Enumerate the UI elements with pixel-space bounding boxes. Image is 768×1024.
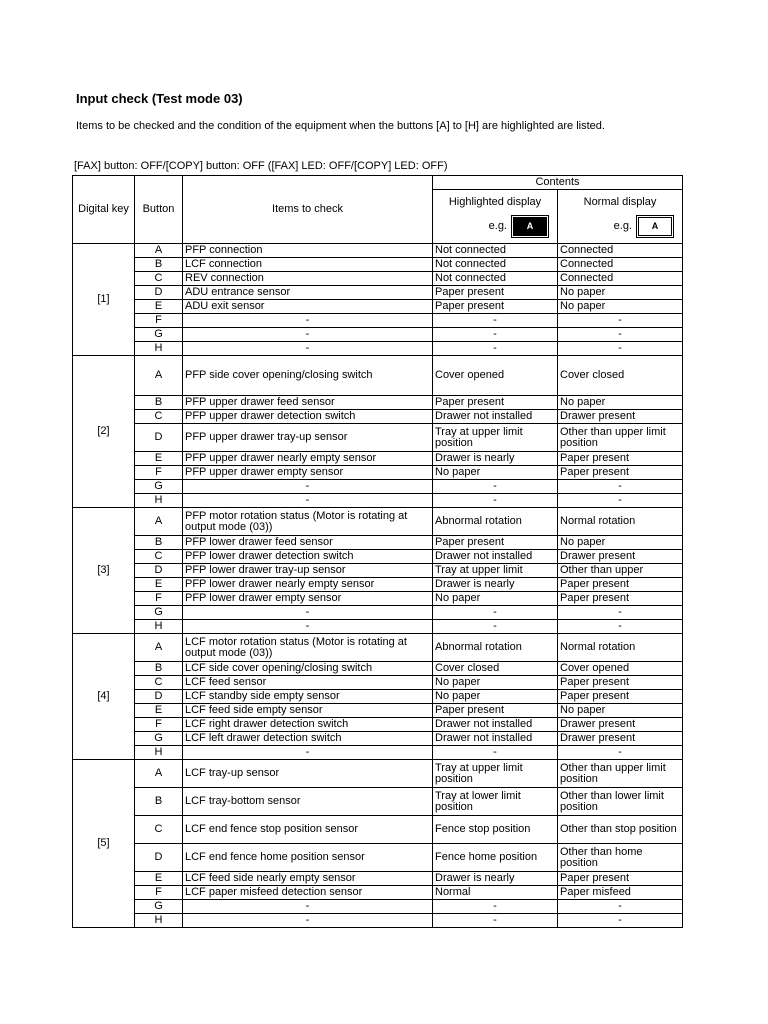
button-cell: C (135, 272, 183, 286)
normal-cell: Paper present (558, 676, 683, 690)
item-cell: LCF feed sensor (183, 676, 433, 690)
normal-cell: Other than home position (558, 844, 683, 872)
header-highlighted-display (433, 190, 558, 244)
input-check-table (72, 175, 683, 928)
button-cell: G (135, 480, 183, 494)
button-cell: H (135, 620, 183, 634)
table-row (73, 746, 683, 760)
button-cell: G (135, 732, 183, 746)
highlighted-cell: Paper present (433, 300, 558, 314)
highlighted-display-label: Highlighted display (448, 196, 542, 208)
button-cell: H (135, 494, 183, 508)
normal-cell: No paper (558, 536, 683, 550)
item-cell: - (183, 314, 433, 328)
table-row (73, 662, 683, 676)
highlighted-cell: - (433, 328, 558, 342)
button-cell: E (135, 872, 183, 886)
table-row (73, 452, 683, 466)
table-row (73, 606, 683, 620)
normal-cell: Connected (558, 258, 683, 272)
button-cell: C (135, 550, 183, 564)
highlighted-cell: Not connected (433, 272, 558, 286)
button-cell: D (135, 690, 183, 704)
item-cell: PFP upper drawer tray-up sensor (183, 424, 433, 452)
eg-label: e.g. (488, 220, 507, 232)
button-cell: G (135, 606, 183, 620)
item-cell: ADU entrance sensor (183, 286, 433, 300)
table-row (73, 732, 683, 746)
item-cell: LCF motor rotation status (Motor is rotating at output mode (03)) (183, 634, 433, 662)
normal-cell: - (558, 480, 683, 494)
table-row (73, 592, 683, 606)
normal-cell: Drawer present (558, 410, 683, 424)
highlighted-cell: Abnormal rotation (433, 508, 558, 536)
table-row (73, 480, 683, 494)
button-condition: [FAX] button: OFF/[COPY] button: OFF ([FAX] LED: OFF/[COPY] LED: OFF) (74, 160, 448, 172)
button-cell: C (135, 410, 183, 424)
highlighted-cell: Normal (433, 886, 558, 900)
table-row (73, 410, 683, 424)
button-cell: D (135, 424, 183, 452)
normal-cell: Normal rotation (558, 508, 683, 536)
normal-cell: Normal rotation (558, 634, 683, 662)
button-cell: H (135, 914, 183, 928)
normal-cell: Cover closed (558, 356, 683, 396)
button-cell: D (135, 286, 183, 300)
table-row (73, 424, 683, 452)
table-row (73, 564, 683, 578)
item-cell: - (183, 900, 433, 914)
table-row (73, 356, 683, 396)
button-cell: E (135, 704, 183, 718)
normal-cell: Drawer present (558, 550, 683, 564)
normal-cell: - (558, 314, 683, 328)
button-cell: A (135, 508, 183, 536)
button-cell: F (135, 886, 183, 900)
button-cell: B (135, 662, 183, 676)
normal-cell: - (558, 620, 683, 634)
header-digital-key: Digital key (73, 176, 135, 244)
item-cell: ADU exit sensor (183, 300, 433, 314)
highlighted-cell: - (433, 494, 558, 508)
normal-cell: - (558, 342, 683, 356)
normal-cell: Connected (558, 272, 683, 286)
table-row (73, 900, 683, 914)
normal-key-icon: A (638, 217, 672, 236)
table-row (73, 550, 683, 564)
normal-cell: Paper present (558, 690, 683, 704)
table-row (73, 396, 683, 410)
table-row (73, 788, 683, 816)
normal-cell: No paper (558, 704, 683, 718)
button-cell: F (135, 592, 183, 606)
highlighted-cell: Drawer not installed (433, 550, 558, 564)
item-cell: - (183, 620, 433, 634)
button-cell: C (135, 816, 183, 844)
digital-key-cell: [5] (73, 760, 135, 928)
item-cell: PFP upper drawer empty sensor (183, 466, 433, 480)
table-row (73, 314, 683, 328)
item-cell: - (183, 342, 433, 356)
highlighted-key-icon: A (513, 217, 547, 236)
item-cell: LCF standby side empty sensor (183, 690, 433, 704)
item-cell: - (183, 328, 433, 342)
digital-key-cell: [4] (73, 634, 135, 760)
normal-cell: Paper present (558, 452, 683, 466)
highlighted-cell: Abnormal rotation (433, 634, 558, 662)
item-cell: LCF end fence home position sensor (183, 844, 433, 872)
button-cell: A (135, 634, 183, 662)
highlighted-cell: - (433, 342, 558, 356)
item-cell: PFP upper drawer detection switch (183, 410, 433, 424)
normal-cell: Other than upper limit position (558, 424, 683, 452)
normal-cell: Paper present (558, 592, 683, 606)
table-row (73, 494, 683, 508)
item-cell: REV connection (183, 272, 433, 286)
item-cell: LCF feed side nearly empty sensor (183, 872, 433, 886)
highlighted-cell: - (433, 900, 558, 914)
item-cell: PFP motor rotation status (Motor is rotating at output mode (03)) (183, 508, 433, 536)
normal-cell: Other than upper limit position (558, 760, 683, 788)
highlighted-cell: Tray at upper limit position (433, 424, 558, 452)
table-row (73, 690, 683, 704)
button-cell: B (135, 258, 183, 272)
table-body (73, 244, 683, 928)
button-cell: B (135, 536, 183, 550)
button-cell: F (135, 314, 183, 328)
eg-label: e.g. (613, 220, 632, 232)
highlighted-cell: Drawer not installed (433, 718, 558, 732)
table-row (73, 578, 683, 592)
highlighted-cell: No paper (433, 690, 558, 704)
highlighted-cell: Paper present (433, 536, 558, 550)
normal-cell: - (558, 494, 683, 508)
button-cell: G (135, 900, 183, 914)
normal-cell: - (558, 914, 683, 928)
item-cell: LCF paper misfeed detection sensor (183, 886, 433, 900)
table-row (73, 704, 683, 718)
item-cell: LCF tray-bottom sensor (183, 788, 433, 816)
table-row (73, 760, 683, 788)
highlighted-cell: Cover closed (433, 662, 558, 676)
highlighted-cell: Paper present (433, 286, 558, 300)
digital-key-cell: [2] (73, 356, 135, 508)
highlighted-cell: Cover opened (433, 356, 558, 396)
button-cell: G (135, 328, 183, 342)
table-row (73, 258, 683, 272)
normal-cell: - (558, 606, 683, 620)
normal-cell: Drawer present (558, 718, 683, 732)
item-cell: PFP connection (183, 244, 433, 258)
intro-text: Items to be checked and the condition of the equipment when the buttons [A] to [H] are highlighted are listed. (76, 120, 605, 132)
highlighted-cell: - (433, 746, 558, 760)
table-row (73, 914, 683, 928)
normal-cell: No paper (558, 300, 683, 314)
item-cell: PFP lower drawer empty sensor (183, 592, 433, 606)
highlighted-cell: Tray at upper limit position (433, 760, 558, 788)
normal-cell: Drawer present (558, 732, 683, 746)
table-row (73, 634, 683, 662)
table-row (73, 536, 683, 550)
highlighted-cell: Drawer is nearly (433, 578, 558, 592)
item-cell: - (183, 914, 433, 928)
item-cell: - (183, 746, 433, 760)
table-row (73, 466, 683, 480)
table-row (73, 508, 683, 536)
normal-cell: Other than upper (558, 564, 683, 578)
digital-key-cell: [3] (73, 508, 135, 634)
item-cell: PFP lower drawer tray-up sensor (183, 564, 433, 578)
highlighted-cell: - (433, 480, 558, 494)
item-cell: PFP side cover opening/closing switch (183, 356, 433, 396)
item-cell: - (183, 480, 433, 494)
table-row (73, 718, 683, 732)
highlighted-cell: Tray at lower limit position (433, 788, 558, 816)
button-cell: C (135, 676, 183, 690)
button-cell: E (135, 452, 183, 466)
table-row (73, 872, 683, 886)
normal-cell: Paper present (558, 466, 683, 480)
button-cell: D (135, 564, 183, 578)
button-cell: E (135, 300, 183, 314)
normal-cell: Cover opened (558, 662, 683, 676)
page-title: Input check (Test mode 03) (76, 91, 243, 106)
normal-cell: - (558, 746, 683, 760)
highlighted-cell: Drawer not installed (433, 732, 558, 746)
item-cell: PFP upper drawer nearly empty sensor (183, 452, 433, 466)
header-normal-display (558, 190, 683, 244)
item-cell: LCF connection (183, 258, 433, 272)
table-row (73, 620, 683, 634)
normal-display-label: Normal display (583, 196, 657, 208)
button-cell: B (135, 788, 183, 816)
normal-cell: Connected (558, 244, 683, 258)
highlighted-cell: No paper (433, 466, 558, 480)
normal-cell: Paper misfeed (558, 886, 683, 900)
normal-cell: Other than stop position (558, 816, 683, 844)
highlighted-cell: Not connected (433, 244, 558, 258)
button-cell: A (135, 244, 183, 258)
button-cell: D (135, 844, 183, 872)
item-cell: PFP lower drawer detection switch (183, 550, 433, 564)
digital-key-cell: [1] (73, 244, 135, 356)
highlighted-cell: Drawer not installed (433, 410, 558, 424)
item-cell: LCF tray-up sensor (183, 760, 433, 788)
header-contents: Contents (433, 176, 683, 190)
highlighted-cell: - (433, 314, 558, 328)
table-row (73, 676, 683, 690)
button-cell: F (135, 718, 183, 732)
button-cell: B (135, 396, 183, 410)
normal-cell: - (558, 328, 683, 342)
table-row (73, 342, 683, 356)
highlighted-cell: Paper present (433, 704, 558, 718)
highlighted-cell: - (433, 606, 558, 620)
header-button: Button (135, 176, 183, 244)
highlighted-cell: Fence home position (433, 844, 558, 872)
table-row (73, 272, 683, 286)
highlighted-cell: Paper present (433, 396, 558, 410)
table-row (73, 844, 683, 872)
item-cell: - (183, 494, 433, 508)
item-cell: PFP lower drawer nearly empty sensor (183, 578, 433, 592)
button-cell: E (135, 578, 183, 592)
highlighted-cell: - (433, 620, 558, 634)
highlighted-cell: Tray at upper limit (433, 564, 558, 578)
normal-cell: - (558, 900, 683, 914)
normal-cell: Paper present (558, 578, 683, 592)
item-cell: LCF feed side empty sensor (183, 704, 433, 718)
item-cell: LCF left drawer detection switch (183, 732, 433, 746)
normal-cell: Other than lower limit position (558, 788, 683, 816)
normal-cell: Paper present (558, 872, 683, 886)
item-cell: PFP upper drawer feed sensor (183, 396, 433, 410)
button-cell: A (135, 356, 183, 396)
highlighted-cell: Not connected (433, 258, 558, 272)
table-row (73, 300, 683, 314)
header-items-to-check: Items to check (183, 176, 433, 244)
normal-cell: No paper (558, 396, 683, 410)
button-cell: A (135, 760, 183, 788)
table-row (73, 244, 683, 258)
highlighted-cell: Fence stop position (433, 816, 558, 844)
table-row (73, 328, 683, 342)
normal-cell: No paper (558, 286, 683, 300)
table-row (73, 886, 683, 900)
highlighted-cell: Drawer is nearly (433, 452, 558, 466)
item-cell: LCF end fence stop position sensor (183, 816, 433, 844)
button-cell: F (135, 466, 183, 480)
button-cell: H (135, 342, 183, 356)
item-cell: - (183, 606, 433, 620)
table-row (73, 816, 683, 844)
item-cell: LCF right drawer detection switch (183, 718, 433, 732)
item-cell: PFP lower drawer feed sensor (183, 536, 433, 550)
button-cell: H (135, 746, 183, 760)
highlighted-cell: No paper (433, 676, 558, 690)
item-cell: LCF side cover opening/closing switch (183, 662, 433, 676)
highlighted-cell: Drawer is nearly (433, 872, 558, 886)
highlighted-cell: - (433, 914, 558, 928)
highlighted-cell: No paper (433, 592, 558, 606)
table-row (73, 286, 683, 300)
